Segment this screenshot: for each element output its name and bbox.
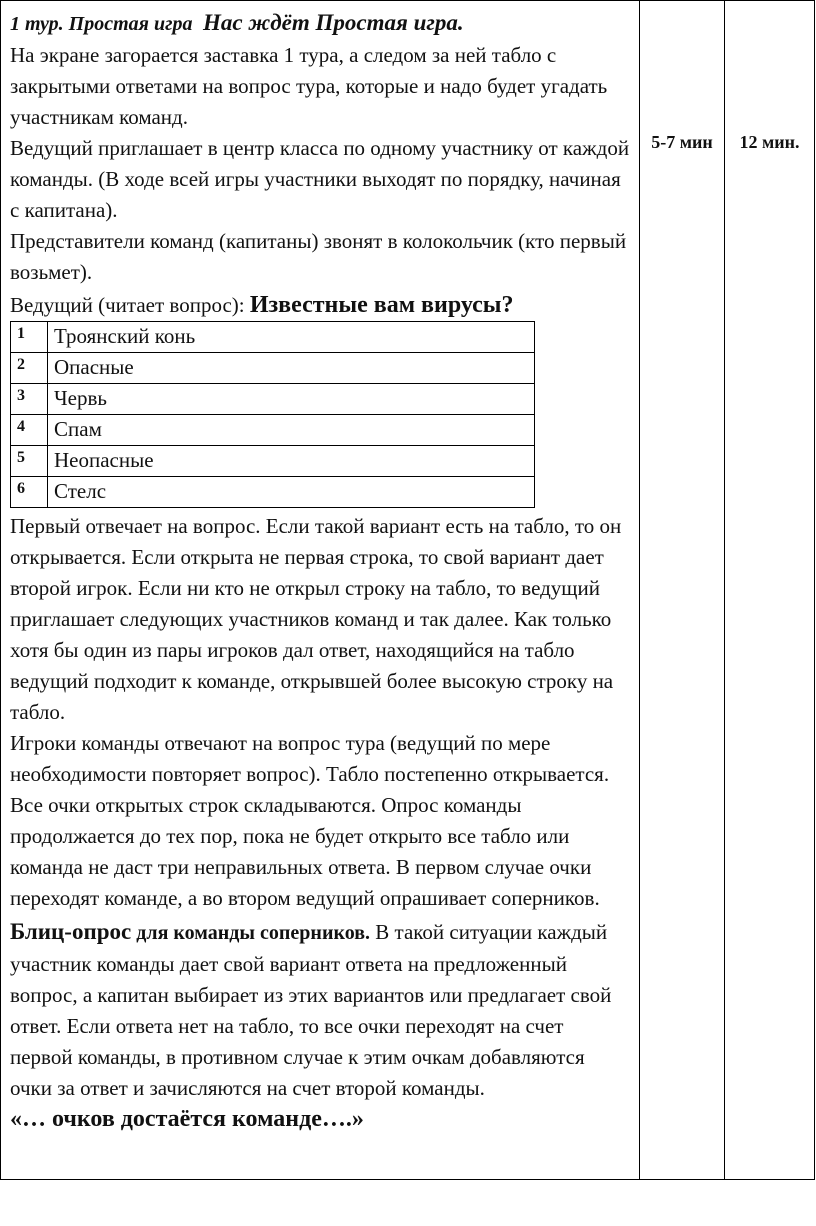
intro-paragraph-3: Представители команд (капитаны) звонят в колокольчик (кто первый возьмет). <box>10 229 627 284</box>
blitz-text: В такой ситуации каждый участник команды дает свой вариант ответа на предложенный вопрос, а капитан выбирает из этих вариантов или предлагает свой ответ. Если ответа нет на табло, то все очки переходят на счет первой команды, в противном случае к этим очкам добавляются очки за ответ и зачисляются на счет второй команды. <box>10 920 612 1100</box>
answer-number: 1 <box>11 322 48 353</box>
answer-number: 6 <box>11 477 48 508</box>
intro-paragraph-2: Ведущий приглашает в центр класса по одному участнику от каждой команды. (В ходе всей игры участники выходят по порядку, начиная с капитана). <box>10 136 630 222</box>
time-cell <box>640 1 725 1180</box>
answer-row <box>11 384 535 415</box>
rules-paragraph-2: Игроки команды отвечают на вопрос тура (ведущий по мере необходимости повторяет вопрос). Табло постепенно открывается. Все очки открытых строк складываются. Опрос команды продолжается до тех пор, пока не будет открыто все табло или команда не даст три неправильных ответа. В первом случае очки переходят команде, а во втором ведущий опрашивает соперников. <box>10 731 610 910</box>
total-time: 12 мин. <box>739 132 800 152</box>
rules-paragraph-1: Первый отвечает на вопрос. Если такой вариант есть на табло, то он открывается. Если открыта не первая строка, то свой вариант дает второй игрок. Если ни кто не открыл строку на табло, то ведущий приглашает следующих участников команд и так далее. Как только хотя бы один из пары игроков дал ответ, находящийся на табло ведущий подходит к команде, открывшей более высокую строку на табло. <box>10 514 622 724</box>
question-lead: Ведущий (читает вопрос): <box>10 293 250 317</box>
answer-number: 2 <box>11 353 48 384</box>
final-phrase: «… очков достаётся команде….» <box>10 1106 364 1132</box>
blitz-subheading: для команды соперников. <box>131 922 371 944</box>
answer-row <box>11 415 535 446</box>
question-line <box>10 290 631 321</box>
answer-row <box>11 477 535 508</box>
blitz-heading: Блиц-опрос <box>10 919 132 944</box>
total-time-cell <box>725 1 815 1180</box>
answer-row <box>11 353 535 384</box>
answer-text: Стелс <box>48 477 535 508</box>
question-text: Известные вам вирусы? <box>249 292 514 318</box>
answer-text: Опасные <box>48 353 535 384</box>
description-cell <box>1 1 640 1180</box>
intro-paragraph-1: На экране загорается заставка 1 тура, а следом за ней табло с закрытыми ответами на вопрос тура, которые и надо будет угадать участникам команд. <box>10 43 608 129</box>
answer-row <box>11 322 535 353</box>
answer-number: 4 <box>11 415 48 446</box>
answer-number: 5 <box>11 446 48 477</box>
tour-phrase: Нас ждёт Простая игра. <box>202 10 464 35</box>
answer-text: Неопасные <box>48 446 535 477</box>
answer-row <box>11 446 535 477</box>
tour-name: 1 тур. Простая игра <box>10 13 193 35</box>
tour-title <box>10 7 631 40</box>
answer-text: Троянский конь <box>48 322 535 353</box>
answer-text: Спам <box>48 415 535 446</box>
answer-board <box>10 321 535 508</box>
blitz-paragraph <box>10 916 631 1104</box>
stage-time: 5-7 мин <box>651 132 713 152</box>
answer-number: 3 <box>11 384 48 415</box>
answer-text: Червь <box>48 384 535 415</box>
scenario-row <box>1 1 815 1180</box>
